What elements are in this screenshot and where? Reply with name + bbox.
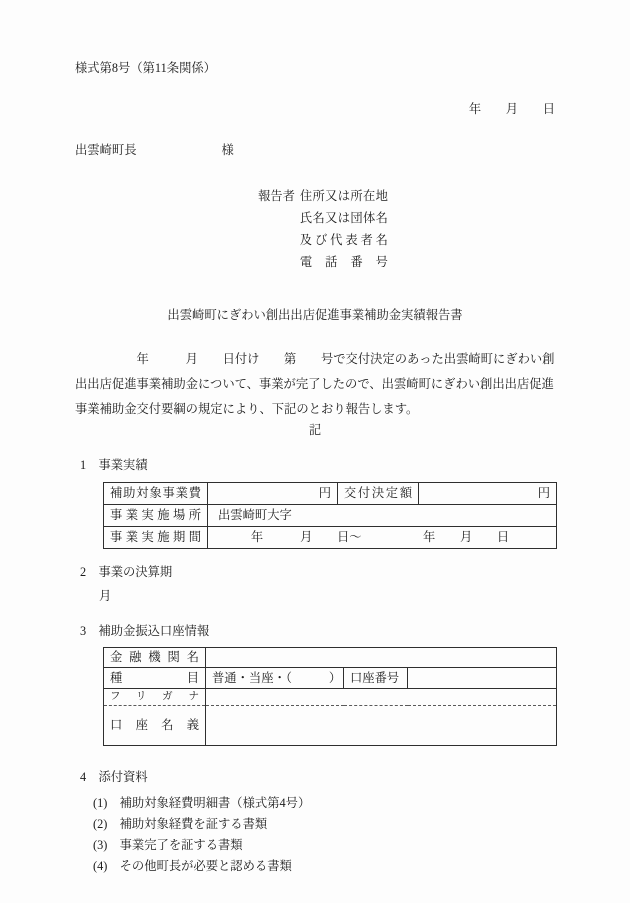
form-number: 様式第8号（第11条関係）	[75, 61, 216, 75]
business-period-value: 年 月 日～ 年 月 日	[208, 527, 557, 549]
business-place-value: 出雲崎町大字	[208, 505, 557, 527]
financial-institution-value	[206, 648, 557, 668]
table-row	[104, 527, 557, 549]
section-3-heading: 3 補助金振込口座情報	[80, 624, 210, 638]
business-period-label: 事業実施期間	[104, 527, 208, 549]
attachment-item-1: (1) 補助対象経費明細書（様式第4号）	[93, 796, 311, 810]
financial-institution-label: 金融機関名	[104, 648, 206, 668]
body-paragraph-line-2: 出出店促進事業補助金について、事業が完了したので、出雲崎町にぎわい創出出店促進	[75, 377, 554, 391]
document-title: 出雲崎町にぎわい創出出店促進事業補助金実績報告書	[167, 308, 463, 322]
reporter-fields	[300, 185, 388, 273]
bank-account-table	[103, 647, 557, 746]
subsidy-cost-label: 補助対象事業費	[104, 483, 208, 505]
reporter-representative-label: 及び代表者名	[299, 233, 388, 247]
body-paragraph-line-3: 事業補助金交付要綱の規定により、下記のとおり報告します。	[75, 402, 419, 416]
reporter-label: 報告者	[258, 189, 295, 203]
reporter-block	[258, 185, 388, 273]
grant-decision-label: 交付決定額	[338, 483, 419, 505]
account-type-label: 種目	[104, 668, 206, 689]
table-row	[104, 505, 557, 527]
reporter-phone-label: 電話番号	[299, 255, 388, 269]
addressee-line	[75, 144, 234, 156]
reporter-address-label: 住所又は所在地	[299, 189, 388, 203]
table-row	[104, 648, 557, 668]
account-number-value	[408, 668, 557, 689]
date-line: 年 月 日	[468, 102, 555, 116]
account-holder-value	[206, 706, 557, 746]
body-paragraph	[75, 347, 557, 422]
section-1-heading: 1 事業実績	[80, 458, 148, 472]
table-row	[104, 689, 557, 706]
account-type-options: 普通・当座・（ ）	[206, 668, 344, 689]
table-row	[104, 483, 557, 505]
furigana-label: フリガナ	[104, 689, 206, 706]
furigana-value	[206, 689, 557, 706]
attachment-item-3: (3) 事業完了を証する書類	[93, 838, 243, 852]
account-number-label: 口座番号	[344, 668, 408, 689]
section-4-heading: 4 添付資料	[80, 770, 148, 784]
attachment-list	[93, 793, 310, 877]
table-row	[104, 668, 557, 689]
attachment-item-4: (4) その他町長が必要と認める書類	[93, 859, 292, 873]
memo-mark: 記	[308, 423, 322, 437]
settlement-month-value: 月	[99, 589, 112, 603]
section-2-heading: 2 事業の決算期	[80, 565, 173, 579]
business-results-table	[103, 482, 557, 549]
addressee-name: 出雲崎町長	[75, 143, 137, 157]
body-paragraph-line-1: 年 月 日付け 第 号で交付決定のあった出雲崎町にぎわい創	[75, 352, 555, 366]
business-place-label: 事業実施場所	[104, 505, 208, 527]
addressee-honorific: 様	[221, 143, 234, 157]
grant-decision-value-cell: 円	[419, 483, 557, 505]
account-holder-label: 口座名義	[104, 706, 206, 746]
reporter-name-label: 氏名又は団体名	[299, 211, 388, 225]
attachment-item-2: (2) 補助対象経費を証する書類	[93, 817, 268, 831]
subsidy-cost-value-cell: 円	[208, 483, 338, 505]
table-row	[104, 706, 557, 746]
